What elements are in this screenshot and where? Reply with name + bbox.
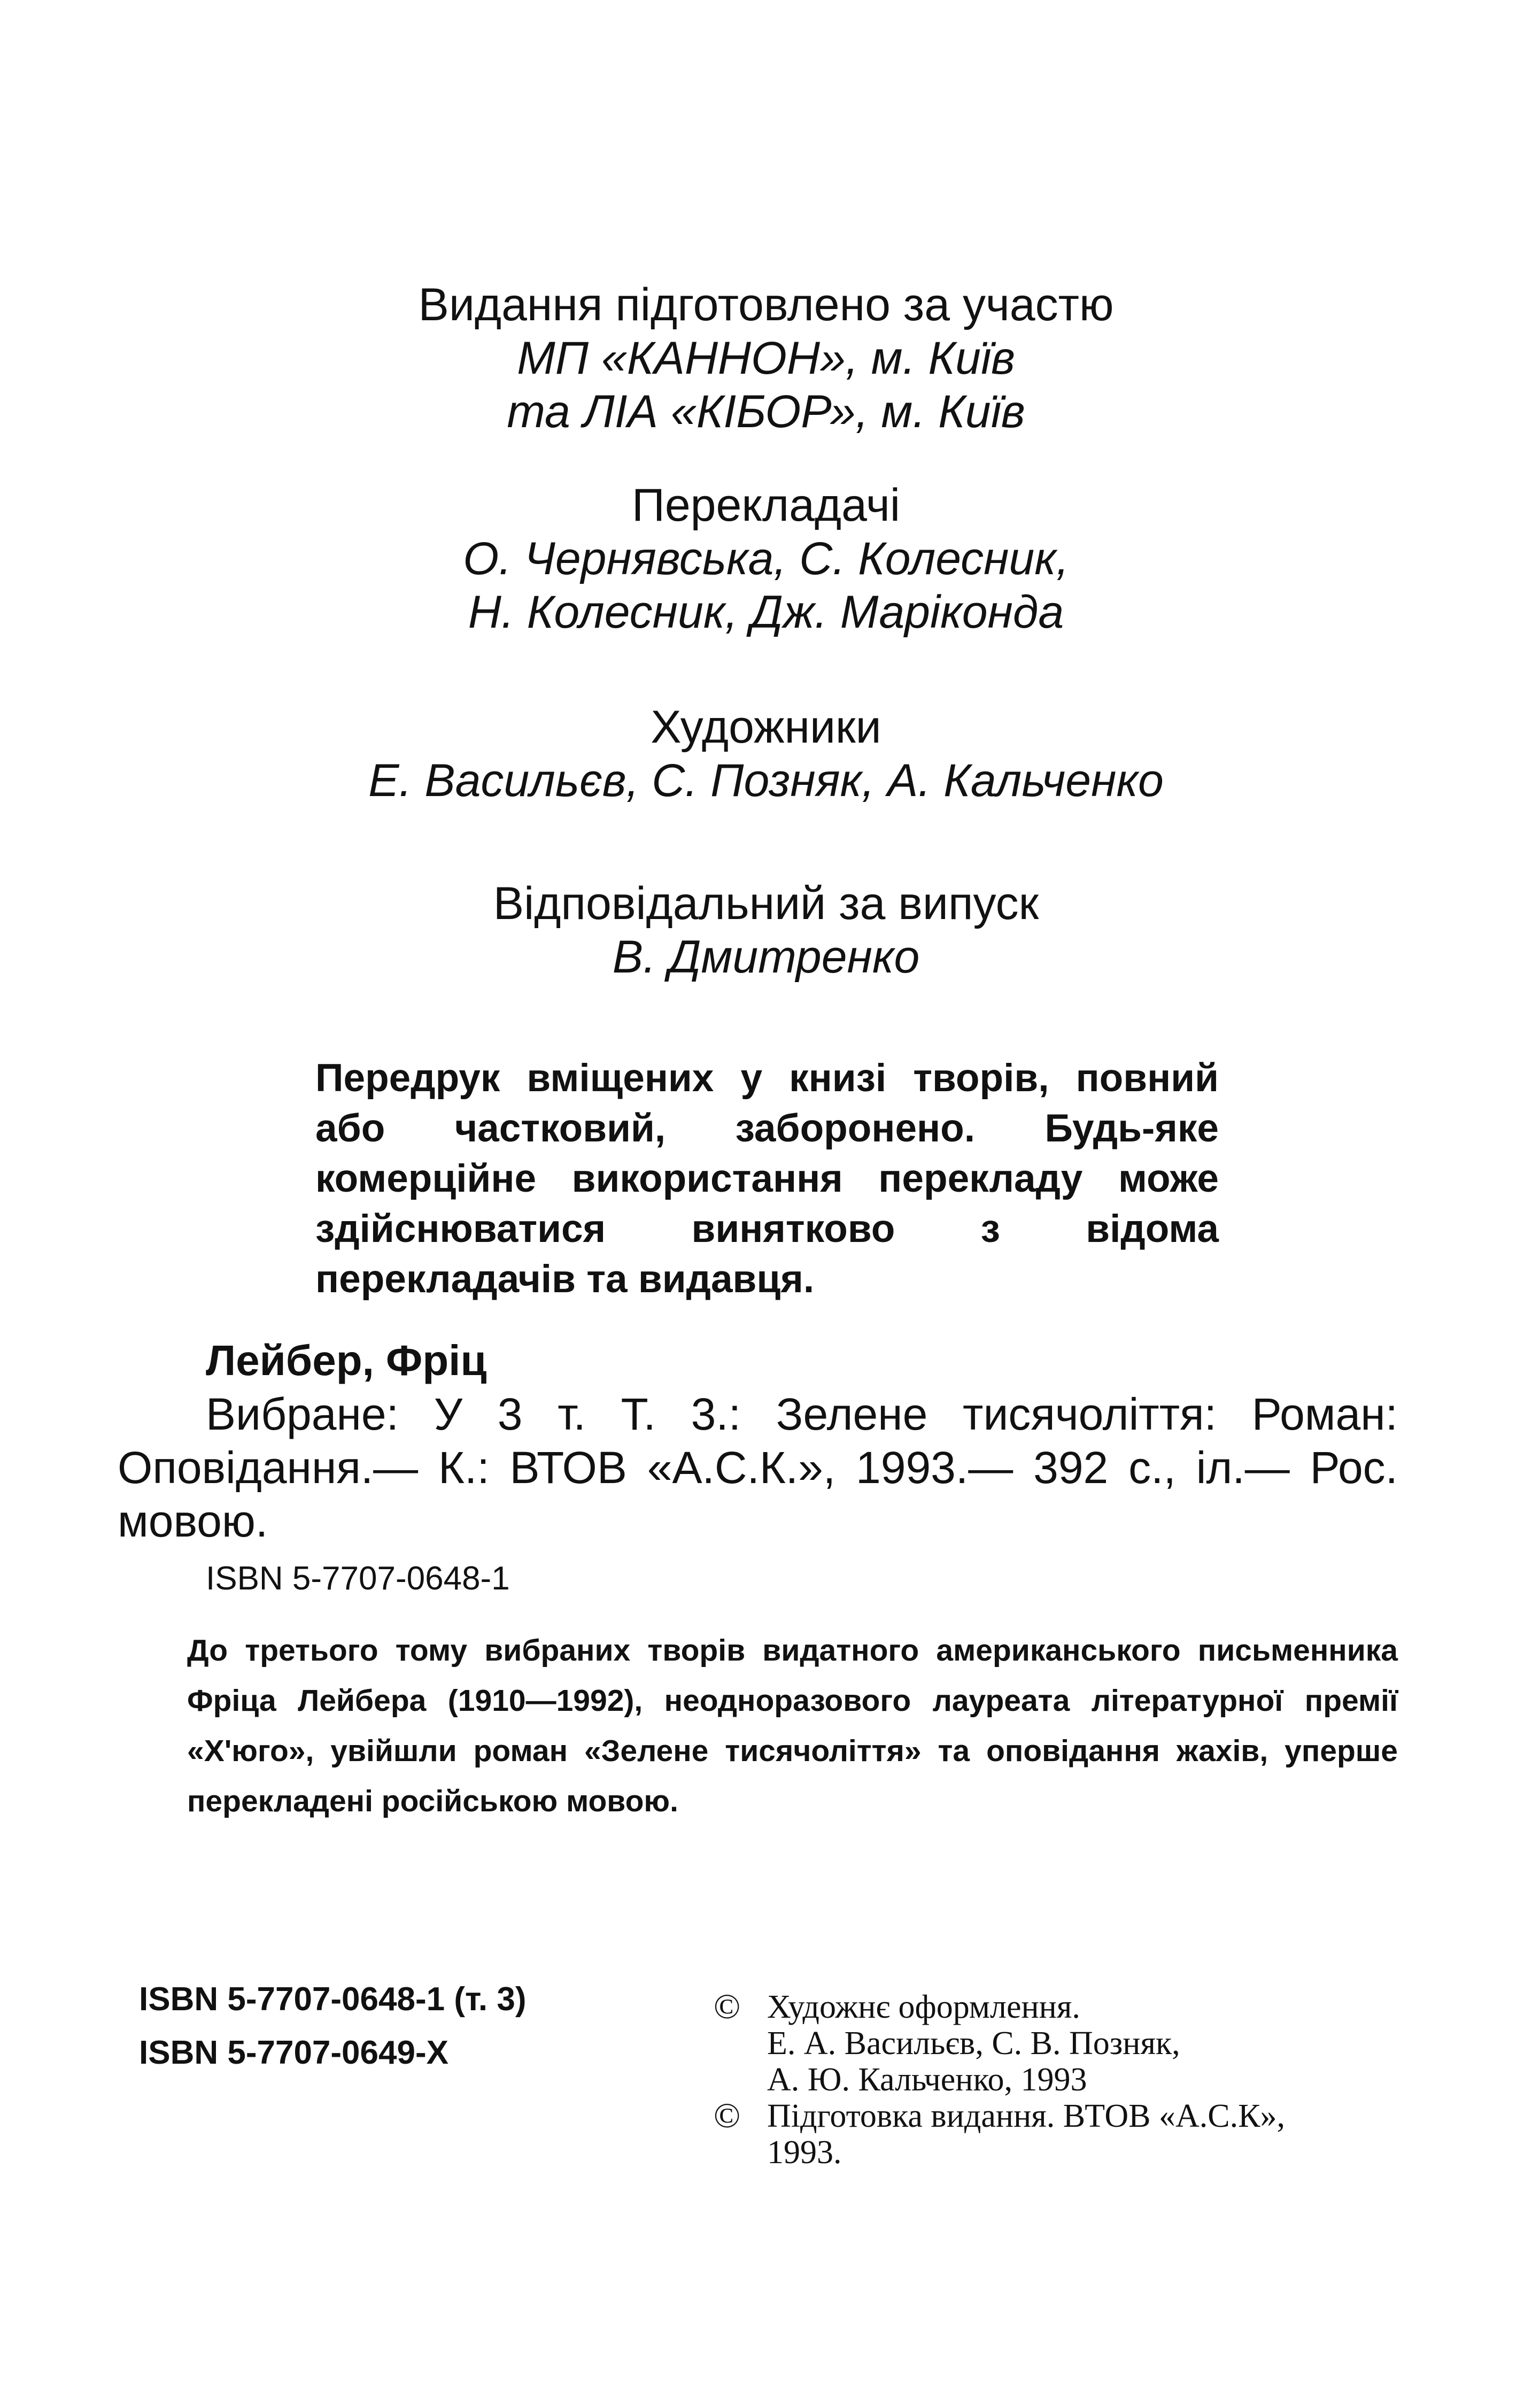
copyright-edition-text: Підготовка видання. ВТОВ «А.С.К», 1993. bbox=[767, 2098, 1285, 2171]
artists-names: Е. Васильєв, С. Позняк, А. Кальченко bbox=[368, 755, 1164, 806]
translators-heading: Перекладачі bbox=[632, 480, 900, 531]
biblio-author: Лейбер, Фріц bbox=[206, 1337, 487, 1384]
copyright-icon: © bbox=[714, 1987, 741, 2026]
copyright-icon: © bbox=[714, 2096, 741, 2135]
biblio-description: Вибране: У 3 т. Т. 3.: Зелене тисячоліття: Роман: Оповідання.— К.: ВТОВ «А.С.К.», 1993.— 392 с., іл.— Рос. мовою. bbox=[118, 1389, 1398, 1546]
bibliographic-record bbox=[118, 1334, 1398, 1604]
publisher-line-2: та ЛІА «КІБОР», м. Київ bbox=[507, 386, 1025, 437]
publisher-line-1: МП «КАННОН», м. Київ bbox=[517, 333, 1015, 384]
responsible-section bbox=[0, 877, 1532, 984]
isbn-block bbox=[139, 1973, 526, 2080]
responsible-name: В. Дмитренко bbox=[612, 931, 920, 983]
responsible-heading: Відповідальний за випуск bbox=[493, 878, 1039, 929]
publisher-section bbox=[0, 278, 1532, 438]
isbn-set: ISBN 5-7707-0649-X bbox=[139, 2034, 448, 2071]
copyright-design-text: Художнє оформлення. Е. А. Васильєв, С. В. Позняк, А. Ю. Кальченко, 1993 bbox=[767, 1989, 1180, 2098]
isbn-volume: ISBN 5-7707-0648-1 (т. 3) bbox=[139, 1981, 527, 2018]
copyright-block bbox=[714, 1989, 1398, 2171]
translators-line-2: Н. Колесник, Дж. Маріконда bbox=[468, 586, 1064, 638]
biblio-isbn: ISBN 5-7707-0648-1 bbox=[206, 1560, 510, 1597]
artists-section bbox=[0, 700, 1532, 807]
translators-line-1: О. Чернявська, С. Колесник, bbox=[463, 533, 1069, 584]
artists-heading: Художники bbox=[651, 701, 881, 753]
annotation: До третього тому вибраних творів видатного американського письменника Фріца Лейбера (1910—1992), неодноразового лауреата літературної премії «Х'юго», увійшли роман «Зелене тисячоліття» та оповідання жахів, уперше перекладені російською мовою. bbox=[187, 1633, 1398, 1818]
reprint-notice: Передрук вміщених у книзі творів, повний або частковий, заборонено. Будь-яке комерційне використання перекладу може здійснюватися винятково з відома перекладачів та видавця. bbox=[315, 1056, 1219, 1301]
translators-section bbox=[0, 478, 1532, 639]
copyright-edition bbox=[714, 2098, 1398, 2171]
copyright-design bbox=[714, 1989, 1398, 2098]
publisher-heading: Видання підготовлено за участю bbox=[418, 279, 1114, 330]
